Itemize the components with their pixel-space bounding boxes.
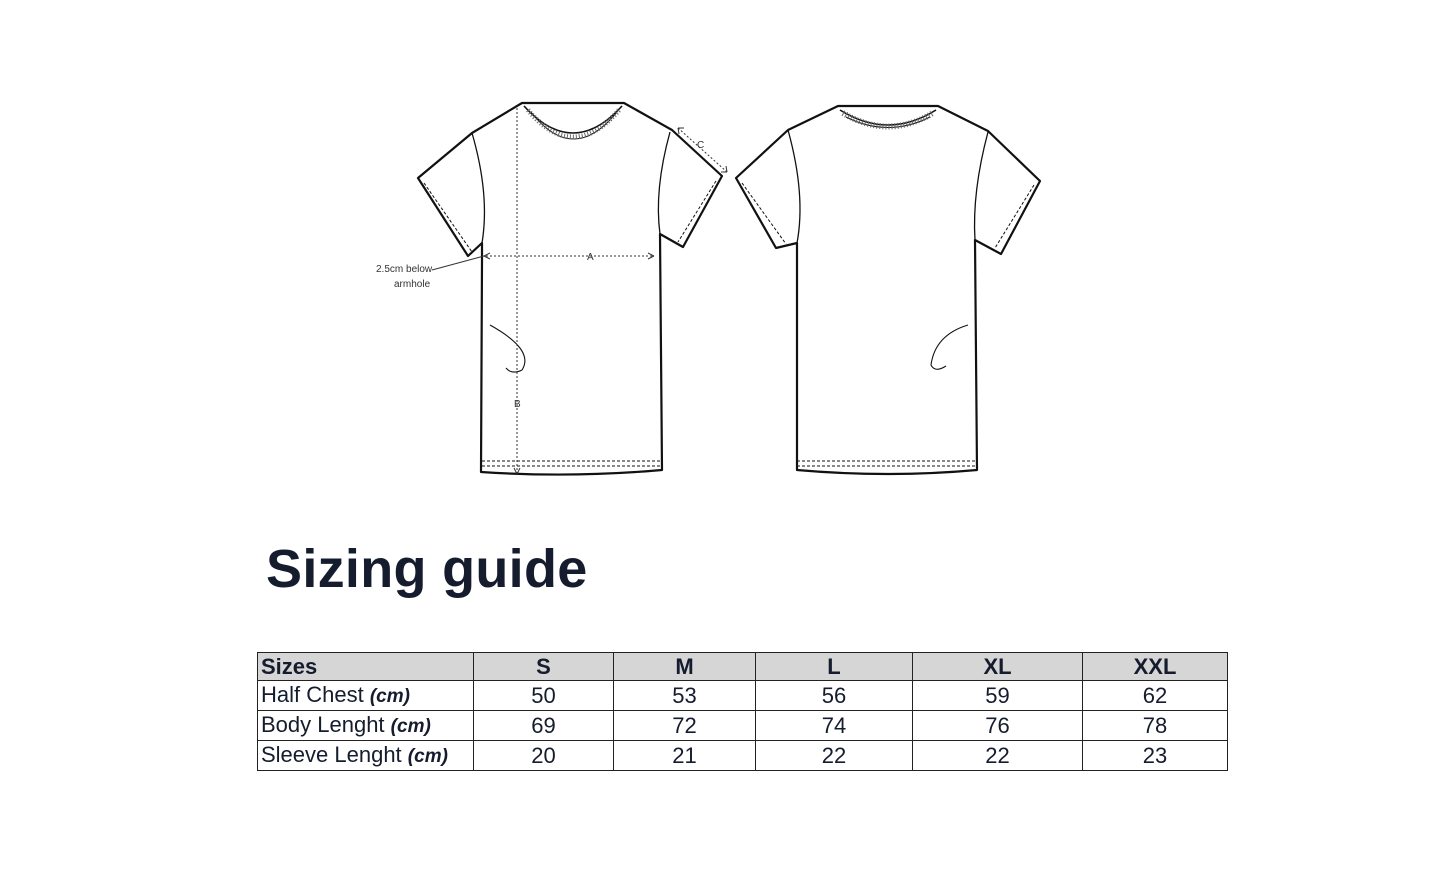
table-cell: 20 (474, 741, 614, 771)
table-cell: 74 (756, 711, 913, 741)
header-size-m: M (614, 653, 756, 681)
header-size-s: S (474, 653, 614, 681)
table-row (258, 681, 1228, 711)
header-size-xl: XL (913, 653, 1083, 681)
row-label-text: Sleeve Lenght (261, 742, 402, 767)
sizing-table (257, 652, 1228, 771)
table-cell: 21 (614, 741, 756, 771)
table-row (258, 741, 1228, 771)
row-label (258, 741, 474, 771)
measure-label-b: B (514, 399, 521, 410)
table-cell: 78 (1083, 711, 1228, 741)
table-cell: 59 (913, 681, 1083, 711)
annotation-line-1: 2.5cm below (376, 264, 433, 275)
page-title: Sizing guide (266, 539, 588, 599)
header-sizes: Sizes (258, 653, 474, 681)
tshirt-front (418, 103, 722, 475)
row-unit: (cm) (407, 746, 448, 767)
row-label (258, 681, 474, 711)
table-cell: 72 (614, 711, 756, 741)
table-cell: 22 (756, 741, 913, 771)
table-cell: 53 (614, 681, 756, 711)
annotation-line-2: armhole (394, 279, 431, 290)
table-header-row (258, 653, 1228, 681)
row-label (258, 711, 474, 741)
table-cell: 62 (1083, 681, 1228, 711)
table-cell: 69 (474, 711, 614, 741)
row-label-text: Body Lenght (261, 712, 385, 737)
header-size-l: L (756, 653, 913, 681)
table-cell: 56 (756, 681, 913, 711)
row-unit: (cm) (369, 686, 410, 707)
measure-label-c: C (697, 140, 705, 151)
tshirt-back (736, 106, 1040, 474)
row-label-text: Half Chest (261, 682, 364, 707)
table-row (258, 711, 1228, 741)
table-cell: 23 (1083, 741, 1228, 771)
table-cell: 22 (913, 741, 1083, 771)
table-cell: 50 (474, 681, 614, 711)
header-size-xxl: XXL (1083, 653, 1228, 681)
table-cell: 76 (913, 711, 1083, 741)
measure-label-a: A (587, 252, 594, 263)
row-unit: (cm) (390, 716, 431, 737)
